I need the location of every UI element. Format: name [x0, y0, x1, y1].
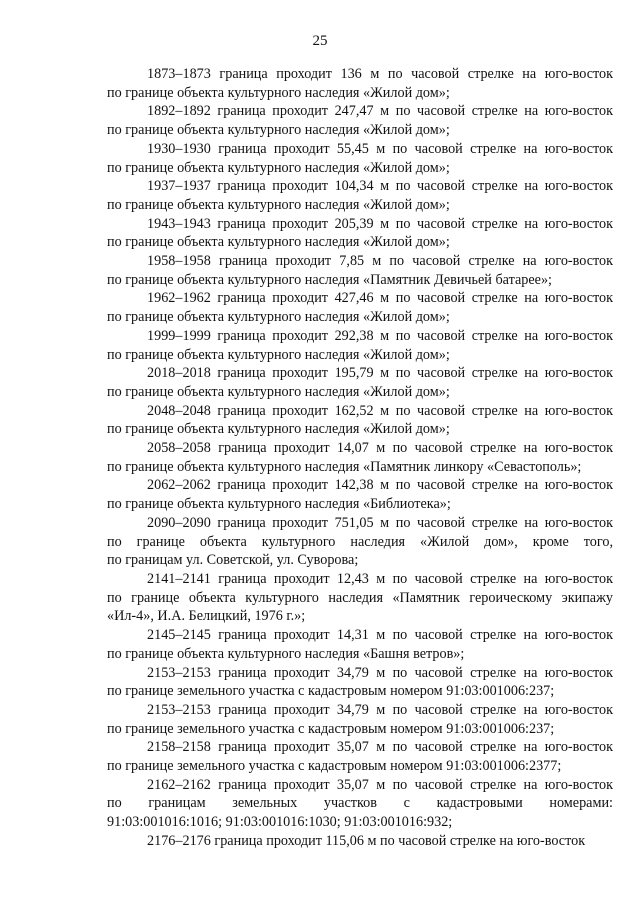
boundary-paragraph: [107, 364, 613, 401]
paragraph-line: по границе объекта культурного наследия «Жилой дом»;: [107, 383, 450, 400]
paragraph-line: по границе объекта культурного наследия «Памятник героическому экипажу: [107, 589, 613, 606]
boundary-paragraph: [107, 402, 613, 439]
paragraph-line: по границе земельного участка с кадастровым номером 91:03:001006:2377;: [107, 758, 562, 775]
boundary-paragraph: [107, 252, 613, 289]
boundary-paragraph: [107, 65, 613, 102]
paragraph-first-line: 1892–1892 граница проходит 247,47 м по часовой стрелке на юго-восток: [147, 103, 613, 120]
boundary-paragraph: [107, 738, 613, 775]
boundary-paragraph: [107, 215, 613, 252]
boundary-paragraph: [107, 514, 613, 570]
boundary-paragraph: [107, 289, 613, 326]
paragraph-first-line: 2141–2141 граница проходит 12,43 м по часовой стрелке на юго-восток: [147, 570, 613, 587]
paragraph-first-line: 2062–2062 граница проходит 142,38 м по часовой стрелке на юго-восток: [147, 477, 613, 494]
paragraph-first-line: 1937–1937 граница проходит 104,34 м по часовой стрелке на юго-восток: [147, 178, 613, 195]
paragraph-first-line: 1962–1962 граница проходит 427,46 м по часовой стрелке на юго-восток: [147, 290, 613, 307]
boundary-paragraph: [107, 140, 613, 177]
paragraph-line: по границе земельного участка с кадастровым номером 91:03:001006:237;: [107, 683, 555, 700]
paragraph-line: по границе объекта культурного наследия «Башня ветров»;: [107, 645, 465, 662]
paragraph-line: по границе объекта культурного наследия «Памятник Девичьей батарее»;: [107, 271, 552, 288]
paragraph-first-line: 2048–2048 граница проходит 162,52 м по часовой стрелке на юго-восток: [147, 402, 613, 419]
boundary-paragraph: [107, 832, 613, 851]
boundary-paragraph: [107, 570, 613, 626]
paragraph-line: по границе объекта культурного наследия «Жилой дом»;: [107, 159, 450, 176]
boundary-paragraph: [107, 439, 613, 476]
paragraph-line: по границе объекта культурного наследия «Жилой дом»;: [107, 346, 450, 363]
paragraph-first-line: 1958–1958 граница проходит 7,85 м по часовой стрелке на юго-восток: [147, 253, 613, 270]
paragraph-first-line: 2153–2153 граница проходит 34,79 м по часовой стрелке на юго-восток: [147, 664, 613, 681]
paragraph-first-line: 2058–2058 граница проходит 14,07 м по часовой стрелке на юго-восток: [147, 440, 613, 457]
paragraph-line: по границе объекта культурного наследия «Памятник линкору «Севастополь»;: [107, 458, 582, 475]
paragraph-line: по границе объекта культурного наследия «Жилой дом»;: [107, 196, 450, 213]
paragraph-first-line: 2158–2158 граница проходит 35,07 м по часовой стрелке на юго-восток: [147, 739, 613, 756]
paragraph-first-line: 2153–2153 граница проходит 34,79 м по часовой стрелке на юго-восток: [147, 701, 613, 718]
paragraph-first-line: 2145–2145 граница проходит 14,31 м по часовой стрелке на юго-восток: [147, 627, 613, 644]
paragraph-line: по границе объекта культурного наследия «Жилой дом», кроме того,: [107, 533, 613, 550]
paragraph-line: по границам земельных участков с кадастровыми номерами:: [107, 795, 613, 812]
paragraph-first-line: 1999–1999 граница проходит 292,38 м по часовой стрелке на юго-восток: [147, 327, 613, 344]
boundary-paragraph: [107, 664, 613, 701]
paragraph-line: 91:03:001016:1016; 91:03:001016:1030; 91:03:001016:932;: [107, 814, 453, 831]
paragraph-first-line: 1943–1943 граница проходит 205,39 м по часовой стрелке на юго-восток: [147, 215, 613, 232]
paragraph-first-line: 1873–1873 граница проходит 136 м по часовой стрелке на юго-восток: [147, 66, 613, 82]
paragraph-line: по границам ул. Советской, ул. Суворова;: [107, 552, 359, 569]
page-number: 25: [312, 33, 328, 49]
paragraph-line: по границе объекта культурного наследия «Жилой дом»;: [107, 234, 450, 251]
paragraph-first-line: 2018–2018 граница проходит 195,79 м по часовой стрелке на юго-восток: [147, 365, 613, 382]
paragraph-line: по границе объекта культурного наследия «Жилой дом»;: [107, 309, 450, 326]
boundary-paragraph: [107, 476, 613, 513]
boundary-paragraph: [107, 102, 613, 139]
boundary-paragraph: [107, 701, 613, 738]
paragraph-first-line: 2176–2176 граница проходит 115,06 м по часовой стрелке на юго-восток: [147, 832, 586, 849]
boundary-paragraph: [107, 177, 613, 214]
paragraph-line: по границе объекта культурного наследия «Жилой дом»;: [107, 421, 450, 438]
paragraph-first-line: 2090–2090 граница проходит 751,05 м по часовой стрелке на юго-восток: [147, 514, 613, 531]
paragraph-line: по границе объекта культурного наследия «Жилой дом»;: [107, 122, 450, 139]
paragraph-line: по границе объекта культурного наследия «Библиотека»;: [107, 496, 451, 513]
paragraph-line: по границе земельного участка с кадастровым номером 91:03:001006:237;: [107, 720, 555, 737]
document-body: [107, 65, 613, 851]
paragraph-line: по границе объекта культурного наследия «Жилой дом»;: [107, 84, 450, 101]
boundary-paragraph: [107, 626, 613, 663]
paragraph-first-line: 2162–2162 граница проходит 35,07 м по часовой стрелке на юго-восток: [147, 776, 613, 793]
paragraph-first-line: 1930–1930 граница проходит 55,45 м по часовой стрелке на юго-восток: [147, 140, 613, 157]
boundary-paragraph: [107, 776, 613, 832]
boundary-paragraph: [107, 327, 613, 364]
paragraph-line: «Ил-4», И.А. Белицкий, 1976 г.»;: [107, 608, 306, 625]
